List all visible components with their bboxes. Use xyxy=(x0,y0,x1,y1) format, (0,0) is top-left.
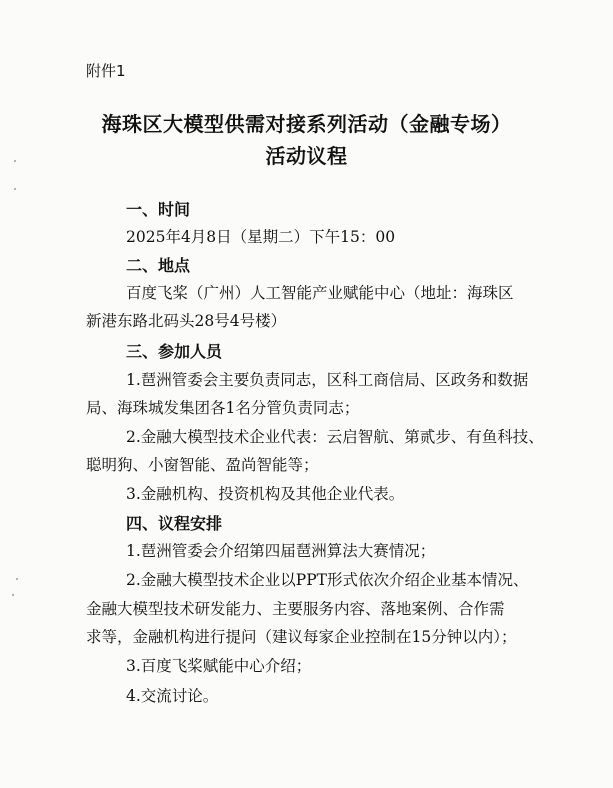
section-heading-participants: 三、参加人员 xyxy=(126,342,223,361)
section-heading-place: 二、地点 xyxy=(126,256,191,275)
participants-item2-line1: 2.金融大模型技术企业代表：云启智航、第贰步、有鱼科技、 xyxy=(126,428,544,446)
scan-speck xyxy=(14,188,16,190)
section-heading-time: 一、时间 xyxy=(126,200,191,219)
agenda-item2-line1: 2.金融大模型技术企业以PPT形式依次介绍企业基本情况、 xyxy=(126,571,529,589)
agenda-item1-line1: 1.琶洲管委会介绍第四届琶洲算法大赛情况； xyxy=(126,542,436,560)
time-text: 2025年4月8日（星期二）下午15：00 xyxy=(126,228,396,246)
participants-item1-line1: 1.琶洲管委会主要负责同志，区科工商信局、区政务和数据 xyxy=(126,371,529,389)
participants-item3-line1: 3.金融机构、投资机构及其他企业代表。 xyxy=(126,485,405,503)
agenda-item2-line3: 求等，金融机构进行提问（建议每家企业控制在15分钟以内）； xyxy=(86,628,517,646)
place-text-line1: 百度飞桨（广州）人工智能产业赋能中心（地址：海珠区 xyxy=(126,284,514,302)
agenda-item3-line1: 3.百度飞桨赋能中心介绍； xyxy=(126,657,312,675)
scan-speck xyxy=(14,160,16,162)
scan-speck xyxy=(16,578,18,580)
document-title: 海珠区大模型供需对接系列活动（金融专场） xyxy=(101,112,512,136)
scan-speck xyxy=(12,594,14,596)
agenda-item2-line2: 金融大模型技术研发能力、主要服务内容、落地案例、合作需 xyxy=(86,600,505,618)
participants-item1-line2: 局、海珠城发集团各1名分管负责同志； xyxy=(86,399,360,417)
section-heading-agenda: 四、议程安排 xyxy=(126,514,223,533)
agenda-item4-line1: 4.交流讨论。 xyxy=(126,687,219,705)
document-subtitle: 活动议程 xyxy=(265,144,348,168)
attachment-label: 附件1 xyxy=(86,62,126,80)
participants-item2-line2: 聪明狗、小窗智能、盈尚智能等； xyxy=(86,456,319,474)
place-text-line2: 新港东路北码头28号4号楼） xyxy=(86,312,287,330)
